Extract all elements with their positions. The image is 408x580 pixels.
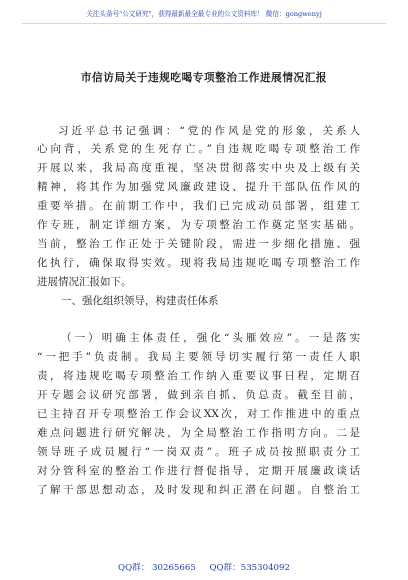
body-line: 开专题会议研究部署，做到亲自抓、负总责。截至目前， xyxy=(37,389,360,401)
body-line: 对分管科室的整治工作进行督促指导，定期开展廉政谈话 xyxy=(37,465,360,477)
body-line: 心向背，关系党的生死存亡。”自违规吃喝专项整治工作 xyxy=(37,143,360,155)
body-line: 进展情况汇报如下。 xyxy=(37,276,132,288)
body-line: 了解干部思想动态，及时发现和纠正潜在问题。自整治工 xyxy=(37,484,360,496)
body-line: 责，将违规吃喝专项整治工作纳入重要议事日程，定期召 xyxy=(37,370,360,382)
body-line: 作专班，制定详细方案，为专项整治工作奠定坚实基础。 xyxy=(37,219,360,231)
body-line: “一把手”负责制。我局主要领导切实履行第一责任人职 xyxy=(37,351,360,363)
header-divider xyxy=(22,23,386,24)
body-line: （一）明确主体责任，强化“头雁效应”。一是落实 xyxy=(61,332,360,344)
body-line: 习近平总书记强调：“党的作风是党的形象，关系人 xyxy=(58,125,360,137)
body-line: 精神，将其作为加强党风廉政建设、提升干部队伍作风的 xyxy=(37,181,360,193)
body-line: 难点问题进行研究解决，为全局整治工作指明方向。二是 xyxy=(37,427,360,439)
body-line: 当前，整治工作正处于关键阶段，需进一步细化措施、强 xyxy=(37,238,360,250)
body-line: 开展以来，我局高度重视，坚决贯彻落实中央及上级有关 xyxy=(37,162,360,174)
header-note: 关注头条号"公文研究"，获得最新最全最专业的公文资料库！ 微信：gongwenyj xyxy=(86,10,322,18)
section-heading: 一、强化组织领导，构建责任体系 xyxy=(61,295,219,307)
body-line: 化执行，确保取得实效。现将我局违规吃喝专项整治工作 xyxy=(37,257,360,269)
body-line: 已主持召开专项整治工作会议XX次，对工作推进中的重点 xyxy=(37,408,360,420)
body-line: 领导班子成员履行“一岗双责”。班子成员按照职责分工 xyxy=(37,446,360,458)
footer-qq-groups: QQ群： 30265665 QQ群：535304092 xyxy=(118,563,290,573)
document-title: 市信访局关于违规吃喝专项整治工作进展情况汇报 xyxy=(80,72,328,84)
body-line: 重要举措。在前期工作中，我们已完成动员部署，组建工 xyxy=(37,200,360,212)
